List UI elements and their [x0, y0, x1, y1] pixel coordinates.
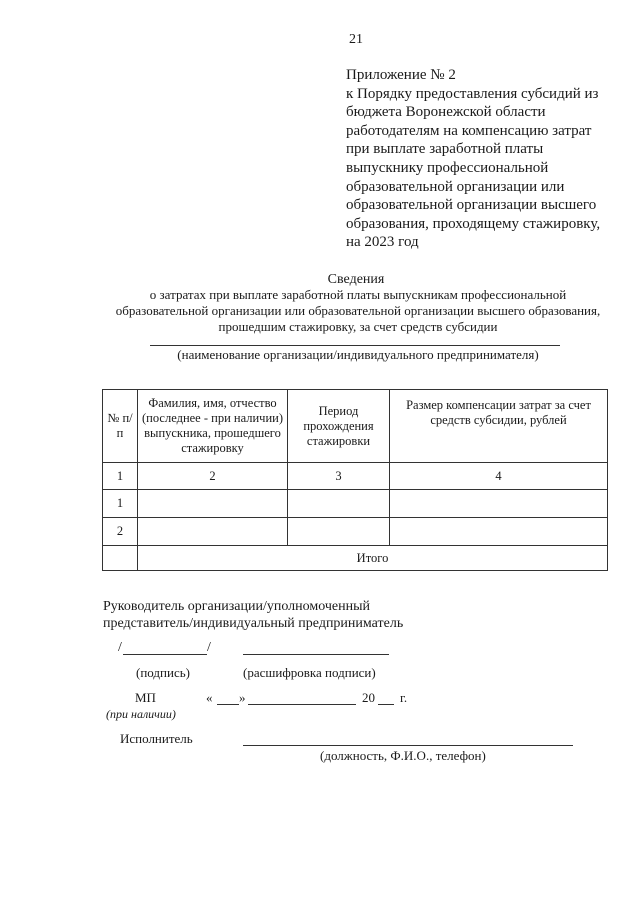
table-row [103, 490, 608, 518]
header-number: № п/п [103, 390, 138, 463]
cell-compensation [390, 518, 608, 546]
row-number: 2 [103, 518, 138, 546]
column-number: 2 [138, 463, 288, 490]
cell-full-name [138, 518, 288, 546]
appendix-line: образования, проходящему стажировку, [346, 215, 601, 232]
document-title: Сведения [327, 272, 385, 287]
total-row [103, 546, 608, 571]
date-year-suffix: г. [400, 690, 408, 705]
date-year-line [378, 704, 394, 705]
executor-label: Исполнитель [120, 731, 193, 746]
organization-caption: (наименование организации/индивидуального предпринимателя) [177, 347, 539, 362]
total-empty-cell [103, 546, 138, 571]
column-numbers-row [103, 463, 608, 490]
date-year-prefix: 20 [362, 690, 375, 705]
appendix-header [346, 66, 626, 252]
table-row [103, 518, 608, 546]
appendix-line: образовательной организации высшего [346, 197, 597, 214]
cell-period [288, 518, 390, 546]
cell-full-name [138, 490, 288, 518]
header-compensation: Размер компенсации затрат за счет средств субсидии, рублей [390, 390, 608, 463]
page-number: 21 [349, 32, 363, 47]
signer-line: Руководитель организации/уполномоченный [103, 599, 371, 614]
subtitle-line: образовательной организации или образовательной организации высшего образования, [115, 303, 601, 318]
date-month-line [248, 704, 356, 705]
header-period: Период прохождения стажировки [288, 390, 390, 463]
executor-line [243, 745, 573, 746]
signature-caption: (подпись) [136, 665, 190, 680]
header-full-name: Фамилия, имя, отчество (последнее - при наличии) выпускника, прошедшего стажировку [138, 390, 288, 463]
date-day-line [217, 704, 239, 705]
appendix-line: на 2023 год [346, 234, 419, 251]
appendix-line: при выплате заработной платы [346, 141, 544, 158]
decryption-caption: (расшифровка подписи) [243, 665, 376, 680]
appendix-line: бюджета Воронежской области [346, 104, 546, 121]
appendix-line: выпускнику профессиональной [346, 159, 549, 176]
signature-slash-right: / [207, 640, 211, 655]
date-quote-close: » [239, 690, 246, 705]
stamp-label: МП [135, 690, 156, 705]
appendix-line: Приложение № 2 [346, 67, 456, 83]
signature-line [123, 654, 207, 655]
signer-label [103, 598, 403, 632]
table-header-row [103, 390, 608, 463]
appendix-line: образовательной организации или [346, 178, 565, 195]
total-label: Итого [138, 546, 608, 571]
row-number: 1 [103, 490, 138, 518]
date-quote-open: « [206, 690, 213, 705]
column-number: 1 [103, 463, 138, 490]
cell-compensation [390, 490, 608, 518]
executor-caption: (должность, Ф.И.О., телефон) [320, 748, 486, 763]
signature-slash-left: / [118, 640, 122, 655]
signer-line: представитель/индивидуальный предприниматель [103, 616, 404, 631]
subtitle-line: о затратах при выплате заработной платы выпускникам профессиональной [149, 287, 567, 302]
column-number: 4 [390, 463, 608, 490]
document-subtitle [100, 287, 616, 335]
costs-table [102, 389, 608, 571]
decryption-line [243, 654, 389, 655]
appendix-line: к Порядку предоставления субсидий из [346, 85, 599, 102]
column-number: 3 [288, 463, 390, 490]
organization-name-line [150, 345, 560, 346]
stamp-note: (при наличии) [106, 707, 176, 721]
appendix-line: работодателям на компенсацию затрат [346, 122, 592, 139]
cell-period [288, 490, 390, 518]
subtitle-line: прошедшим стажировку, за счет средств субсидии [218, 319, 498, 334]
